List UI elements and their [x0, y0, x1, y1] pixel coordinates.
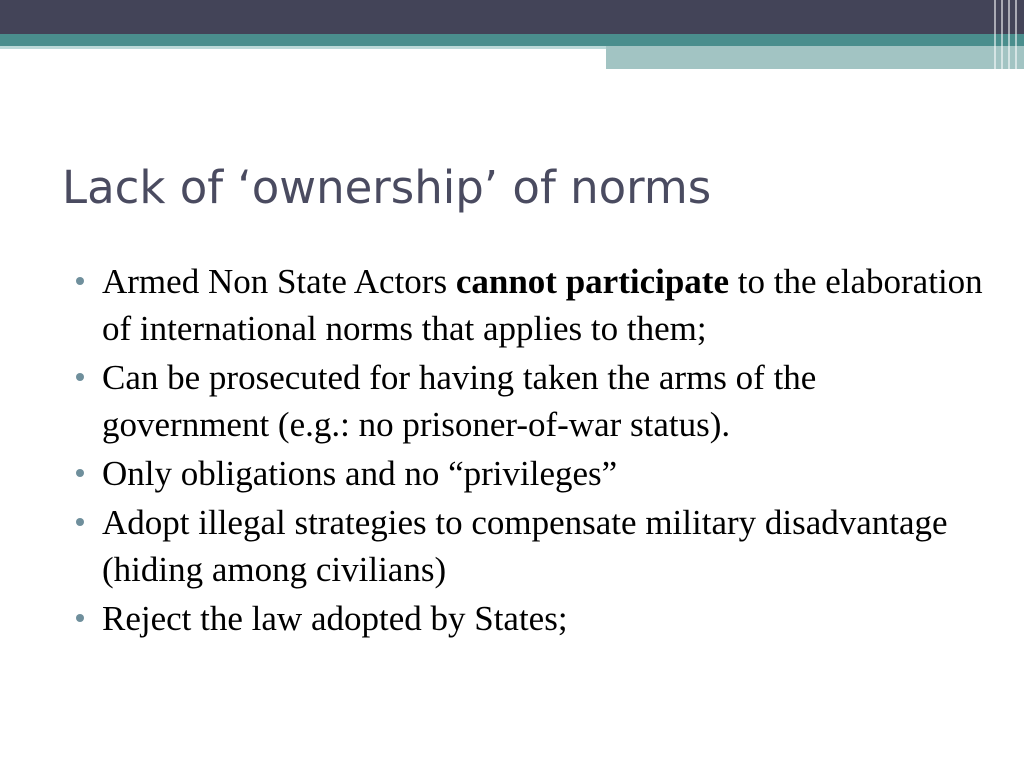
bullet-list: [72, 258, 992, 644]
bullet-dot-icon: [76, 469, 84, 477]
bullet-dot-icon: [76, 277, 84, 285]
slide-title: Lack of ‘ownership’ of norms: [62, 161, 712, 214]
bullet-item: [72, 450, 992, 497]
bullet-item: [72, 499, 992, 593]
bullet-item: [72, 354, 992, 448]
bullet-text-pre: Armed Non State Actors: [102, 262, 456, 301]
bullet-text: Can be prosecuted for having taken the arms of the government (e.g.: no prisoner-of-war status).: [102, 358, 817, 444]
bullet-text-post: to the elaboration of international norms that applies to them;: [102, 262, 983, 348]
header-stripes-decoration: [992, 0, 1024, 69]
bullet-dot-icon: [76, 518, 84, 526]
bullet-dot-icon: [76, 373, 84, 381]
header-band-dark: [0, 0, 1024, 34]
bullet-dot-icon: [76, 614, 84, 622]
header-band-light-right: [606, 46, 1024, 69]
bullet-text: Only obligations and no “privileges”: [102, 454, 618, 493]
header-band-light-left: [0, 46, 606, 49]
header-band-teal: [0, 34, 1024, 46]
bullet-item: [72, 595, 992, 642]
bullet-text: Adopt illegal strategies to compensate military disadvantage (hiding among civilians): [102, 503, 948, 589]
bullet-text: Reject the law adopted by States;: [102, 599, 568, 638]
bullet-item: [72, 258, 992, 352]
bullet-text-bold: cannot participate: [455, 262, 729, 301]
